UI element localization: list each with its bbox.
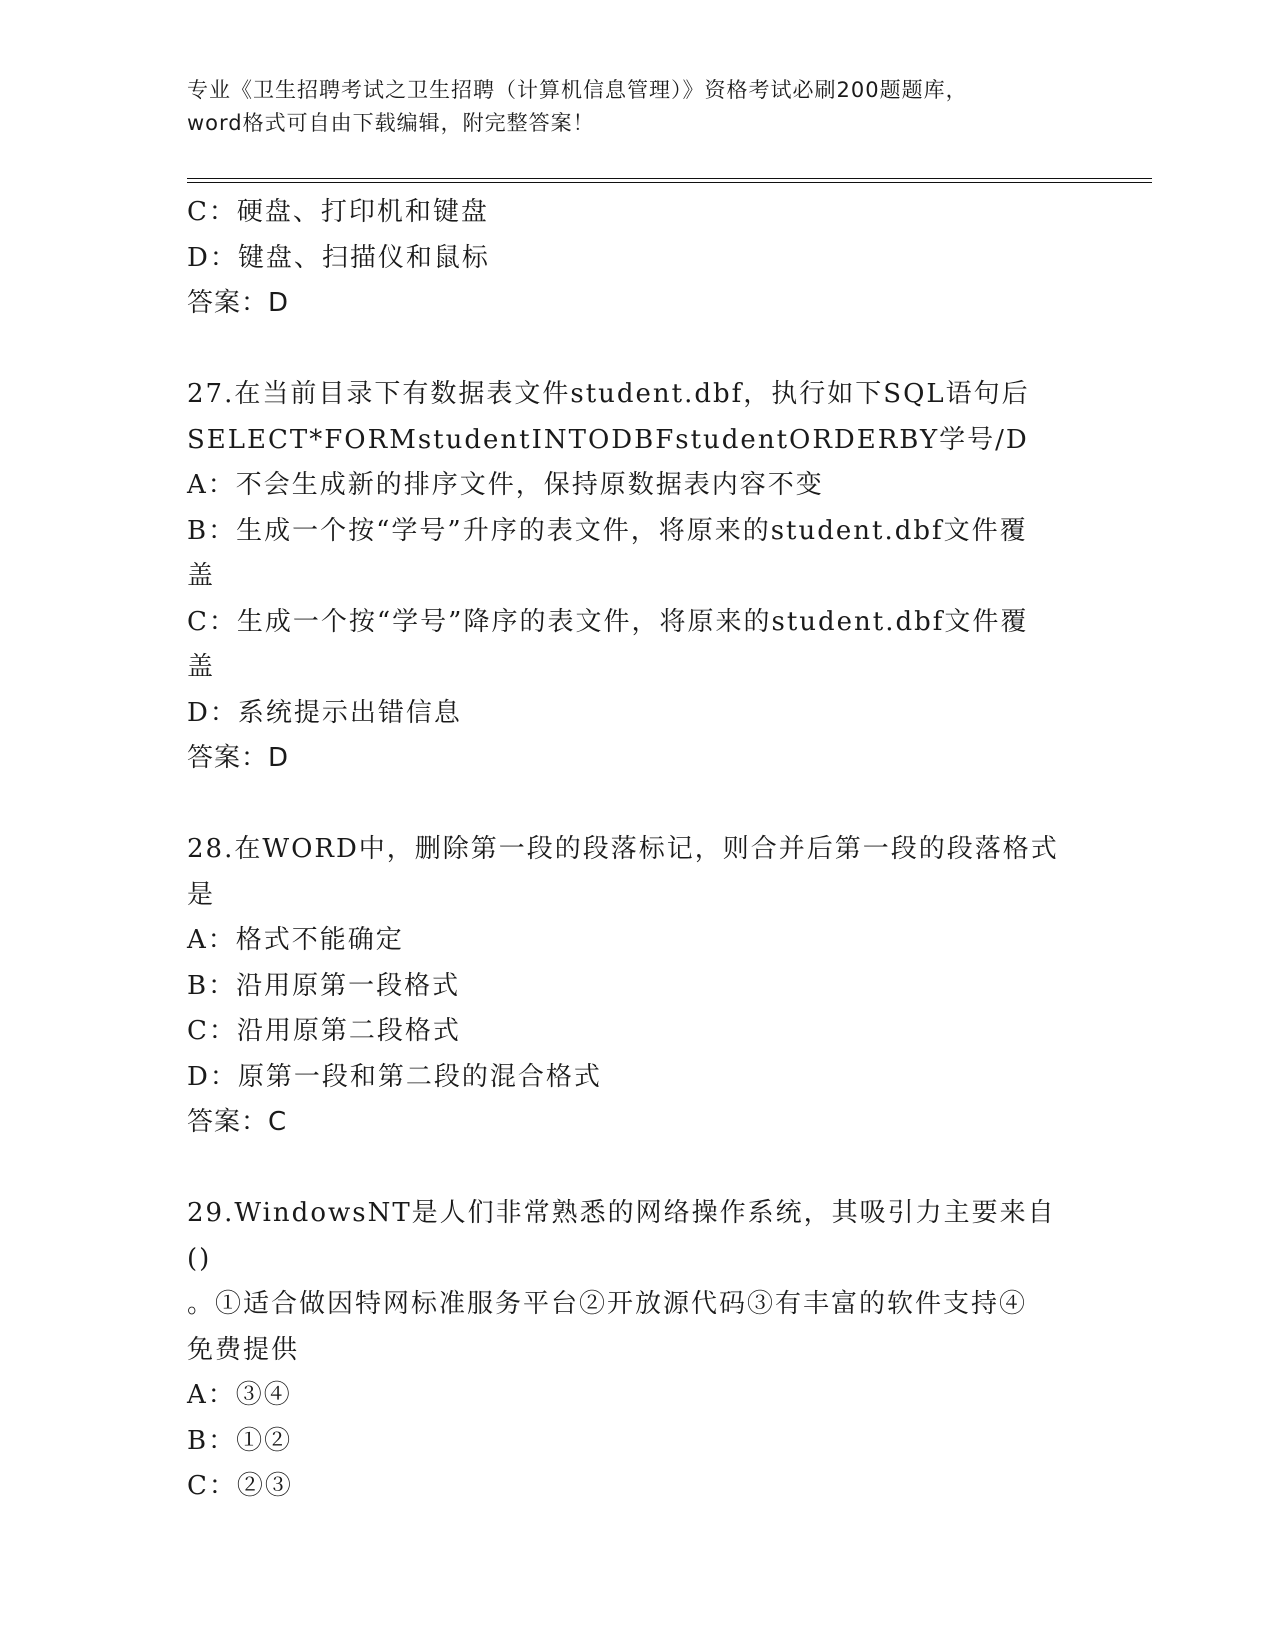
answer: 答案：C — [187, 1107, 288, 1137]
spacer — [187, 782, 1067, 828]
option-d: D：原第一段和第二段的混合格式 — [187, 1061, 602, 1092]
question-stem: 27.在当前目录下有数据表文件student.dbf，执行如下SQL语句后 — [187, 379, 1030, 409]
header-divider-bottom — [187, 182, 1152, 183]
question-stem-continued: 。①适合做因特网标准服务平台②开放源代码③有丰富的软件支持④ — [187, 1289, 1028, 1319]
question-26-tail — [187, 190, 1067, 327]
option-c: C：硬盘、打印机和键盘 — [187, 197, 489, 227]
question-content — [187, 190, 1067, 1510]
spacer — [187, 1146, 1067, 1192]
option-a: A：③④ — [187, 1380, 292, 1410]
option-b: B：生成一个按“学号”升序的表文件，将原来的student.dbf文件覆 — [187, 515, 1028, 546]
header-divider-top — [187, 178, 1152, 179]
option-c: C：生成一个按“学号”降序的表文件，将原来的student.dbf文件覆 — [187, 606, 1029, 637]
option-c: C：②③ — [187, 1471, 293, 1501]
question-stem: 28.在WORD中，删除第一段的段落标记，则合并后第一段的段落格式 — [187, 834, 1059, 864]
option-a: A：不会生成新的排序文件，保持原数据表内容不变 — [187, 470, 824, 500]
spacer — [187, 327, 1067, 373]
option-c-continued: 盖 — [187, 652, 216, 682]
header-line-2: word格式可自由下载编辑，附完整答案！ — [187, 111, 595, 135]
header-line-1: 专业《卫生招聘考试之卫生招聘（计算机信息管理）》资格考试必刷200题题库， — [187, 78, 968, 102]
option-d: D：系统提示出错信息 — [187, 697, 462, 728]
answer: 答案：D — [187, 288, 290, 318]
document-header — [187, 74, 1087, 140]
question-29 — [187, 1191, 1067, 1510]
option-b-continued: 盖 — [187, 561, 216, 591]
option-b: B：沿用原第一段格式 — [187, 970, 461, 1001]
option-c: C：沿用原第二段格式 — [187, 1016, 461, 1046]
question-stem-continued: 免费提供 — [187, 1334, 300, 1365]
question-stem: 29.WindowsNT是人们非常熟悉的网络操作系统，其吸引力主要来自() — [187, 1198, 1056, 1274]
question-stem-continued: 是 — [187, 879, 216, 910]
option-d: D：键盘、扫描仪和鼠标 — [187, 242, 490, 273]
answer: 答案：D — [187, 743, 290, 773]
option-b: B：①② — [187, 1425, 293, 1456]
option-a: A：格式不能确定 — [187, 925, 404, 955]
question-27 — [187, 372, 1067, 782]
question-stem-continued: SELECT*FORMstudentINTODBFstudentORDERBY学号/D — [187, 424, 1029, 455]
question-28 — [187, 827, 1067, 1146]
